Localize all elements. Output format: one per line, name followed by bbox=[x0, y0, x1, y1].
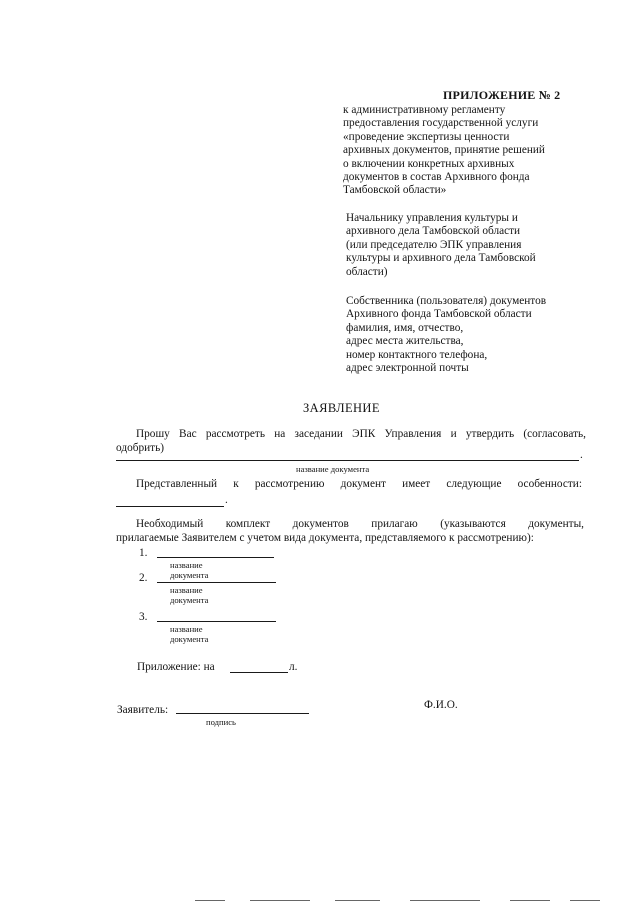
scan-artifact bbox=[510, 900, 550, 901]
document-field-1[interactable] bbox=[157, 557, 274, 558]
document-name-caption: название документа bbox=[296, 464, 370, 474]
request-line-2: одобрить) bbox=[116, 441, 165, 454]
fio-label: Ф.И.О. bbox=[424, 699, 458, 711]
scan-artifact bbox=[195, 900, 225, 901]
owner-line: адрес электронной почты bbox=[346, 362, 469, 375]
owner-line: адрес места жительства, bbox=[346, 335, 464, 348]
document-field-3[interactable] bbox=[157, 621, 276, 622]
request-line-1: Прошу Вас рассмотреть на заседании ЭПК Управления и утвердить (согласовать, bbox=[136, 428, 586, 440]
appendix-line: архивных документов, принятие решений bbox=[343, 144, 545, 157]
addressee-line: области) bbox=[346, 265, 388, 278]
addressee-block bbox=[346, 212, 536, 279]
features-text: Представленный к рассмотрению документ имеет следующие особенности: bbox=[136, 478, 582, 490]
item-caption: название документа bbox=[170, 585, 209, 605]
needed-documents-paragraph bbox=[116, 518, 584, 545]
appendix-line: Тамбовской области» bbox=[343, 184, 447, 197]
attachment-label: Приложение: на bbox=[137, 661, 215, 673]
appendix-line: «проведение экспертизы ценности bbox=[343, 130, 510, 143]
scan-artifact bbox=[570, 900, 600, 901]
document-field-2[interactable] bbox=[157, 582, 276, 583]
appendix-text bbox=[343, 104, 545, 198]
owner-block bbox=[346, 295, 546, 375]
addressee-line: архивного дела Тамбовской области bbox=[346, 225, 521, 238]
applicant-label: Заявитель: bbox=[117, 704, 169, 716]
owner-line: номер контактного телефона, bbox=[346, 348, 488, 361]
addressee-line: Начальнику управления культуры и bbox=[346, 212, 518, 224]
owner-line: Архивного фонда Тамбовской области bbox=[346, 308, 532, 321]
appendix-line: предоставления государственной услуги bbox=[343, 117, 539, 130]
addressee-line: (или председателю ЭПК управления bbox=[346, 238, 522, 251]
request-end-mark: . bbox=[580, 449, 583, 461]
needed-line-2: прилагаемые Заявителем с учетом вида документа, представляемого к рассмотрению): bbox=[116, 531, 534, 544]
attachment-suffix: л. bbox=[289, 661, 298, 673]
item-caption: название документа bbox=[170, 560, 209, 580]
appendix-title: ПРИЛОЖЕНИЕ № 2 bbox=[443, 88, 561, 102]
document-name-field[interactable] bbox=[116, 460, 579, 461]
signature-field[interactable] bbox=[176, 713, 309, 714]
features-end-mark: . bbox=[225, 494, 228, 506]
owner-line: фамилия, имя, отчество, bbox=[346, 321, 464, 334]
features-field[interactable] bbox=[116, 506, 224, 507]
scan-artifact bbox=[335, 900, 380, 901]
addressee-line: культуры и архивного дела Тамбовской bbox=[346, 252, 536, 265]
appendix-line: к административному регламенту bbox=[343, 104, 506, 116]
item-number: 3. bbox=[139, 611, 148, 623]
appendix-line: о включении конкретных архивных bbox=[343, 157, 515, 170]
appendix-line: документов в состав Архивного фонда bbox=[343, 171, 530, 184]
signature-caption: подпись bbox=[206, 717, 236, 727]
document-title: ЗАЯВЛЕНИЕ bbox=[303, 401, 380, 415]
item-caption: название документа bbox=[170, 624, 209, 644]
item-number: 2. bbox=[139, 572, 148, 584]
request-paragraph bbox=[116, 428, 586, 455]
needed-line-1: Необходимый комплект документов прилагаю (указываются документы, bbox=[136, 518, 584, 530]
item-number: 1. bbox=[139, 547, 148, 559]
owner-line: Собственника (пользователя) документов bbox=[346, 295, 547, 307]
attachment-pages-field[interactable] bbox=[230, 672, 288, 673]
scan-artifact bbox=[250, 900, 310, 901]
scan-artifact bbox=[410, 900, 480, 901]
